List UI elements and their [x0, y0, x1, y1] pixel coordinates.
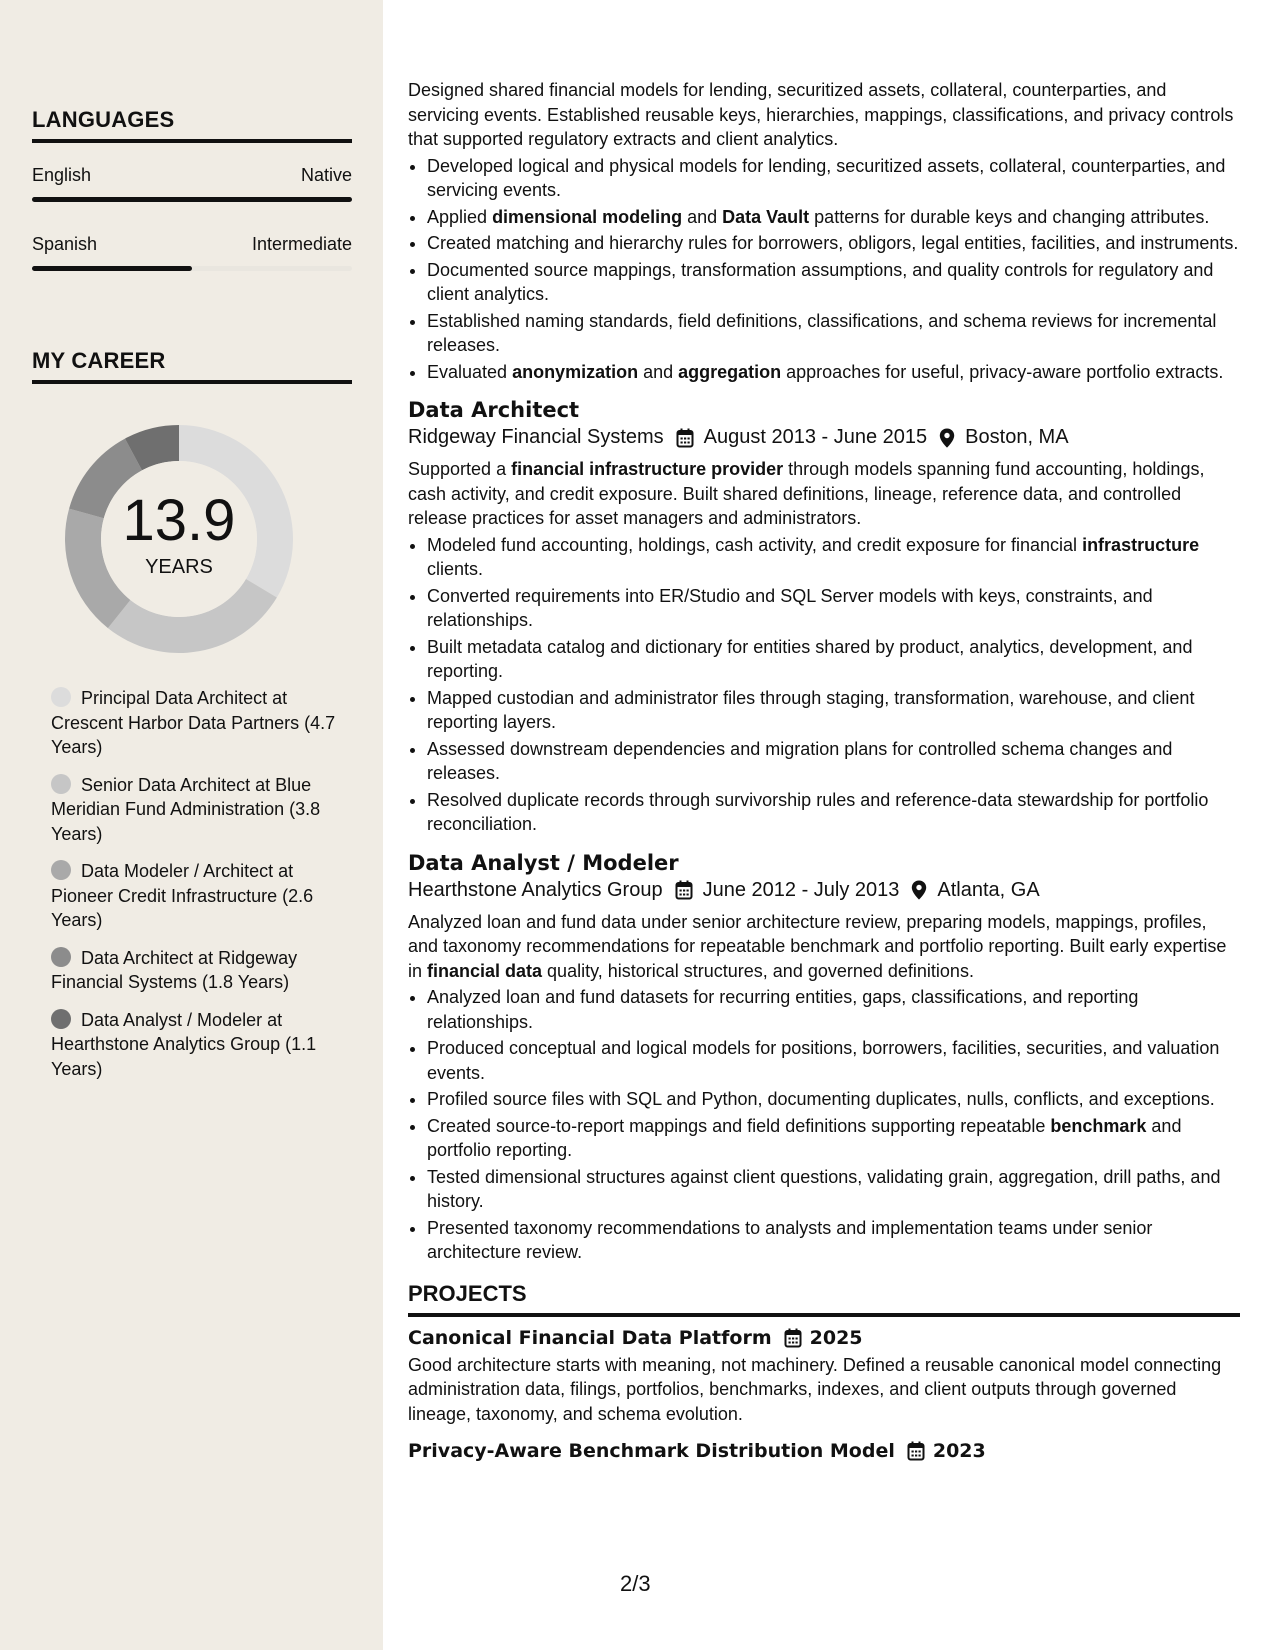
language-name: Spanish [32, 234, 98, 254]
job-entry [408, 851, 1240, 1265]
bullet-item: • Analyzed loan and fund datasets for recurring entities, gaps, classifications, and reporting relationships. [427, 985, 1240, 1034]
bullet-item: • Created source-to-report mappings and field definitions supporting repeatable benchmark and portfolio reporting. [427, 1114, 1240, 1163]
bullet-item: • Modeled fund accounting, holdings, cash activity, and credit exposure for financial infrastructure clients. [427, 533, 1240, 582]
project-year: 2023 [932, 1440, 986, 1462]
language-bar-fill [32, 266, 192, 271]
career-legend-item: Senior Data Architect at Blue Meridian Fund Administration (3.8 Years) [51, 774, 321, 844]
legend-dot [51, 687, 71, 707]
bullet-item: • Applied dimensional modeling and Data Vault patterns for durable keys and changing attributes. [427, 205, 1240, 230]
job-summary: Analyzed loan and fund data under senior architecture review, preparing models, mappings, profiles, and taxonomy recommendations for repeatable benchmark and portfolio reporting. Built early expertise in financial data quality, historical structures, and governed definitions. [408, 911, 1227, 981]
job-meta [408, 426, 1240, 449]
sidebar [0, 0, 383, 1650]
job-bullets [408, 533, 1240, 837]
intro-bullets [408, 154, 1240, 385]
job-dates: August 2013 - June 2015 [703, 426, 928, 448]
bullet-item: • Produced conceptual and logical models for positions, borrowers, facilities, securities, and valuation events. [427, 1036, 1240, 1085]
main-content [408, 78, 1240, 1466]
location-pin-icon [939, 428, 955, 448]
project-entry [408, 1327, 1240, 1427]
job-bullets [408, 985, 1240, 1265]
languages-heading: LANGUAGES [32, 107, 352, 143]
project-name: Privacy-Aware Benchmark Distribution Model [408, 1440, 895, 1462]
job-title: Data Analyst / Modeler [408, 850, 679, 875]
total-years: 13.9 [122, 487, 236, 553]
bullet-item: • Established naming standards, field definitions, classifications, and schema reviews for incremental releases. [427, 309, 1240, 358]
calendar-icon [675, 880, 693, 900]
language-row-spanish [32, 234, 352, 255]
project-entry [408, 1440, 1240, 1462]
legend-dot [51, 774, 71, 794]
project-title [408, 1440, 1240, 1462]
language-row-english [32, 165, 352, 186]
career-legend-item: Data Analyst / Modeler at Hearthstone Analytics Group (1.1 Years) [51, 1009, 317, 1079]
project-description: Good architecture starts with meaning, not machinery. Defined a reusable canonical model connecting administration data, filings, portfolios, benchmarks, indexes, and client outputs through governed lineage, taxonomy, and schema evolution. [408, 1354, 1222, 1424]
projects-heading: PROJECTS [408, 1281, 1240, 1317]
project-year: 2025 [809, 1326, 863, 1349]
career-donut-chart [64, 424, 294, 654]
legend-dot [51, 947, 71, 967]
job-location: Atlanta, GA [937, 878, 1040, 901]
calendar-icon [907, 1441, 925, 1461]
company-name: Hearthstone Analytics Group [408, 878, 663, 901]
language-name: English [32, 165, 92, 185]
project-title [408, 1327, 1240, 1349]
bullet-item: • Tested dimensional structures against client questions, validating grain, aggregation, drill paths, and history. [427, 1165, 1240, 1214]
bullet-item: • Assessed downstream dependencies and migration plans for controlled schema changes and releases. [427, 737, 1240, 786]
bullet-item: • Documented source mappings, transformation assumptions, and quality controls for regulatory and client analytics. [427, 258, 1240, 307]
calendar-icon [784, 1328, 802, 1348]
language-level: Intermediate [251, 234, 352, 254]
page-number: 2/3 [620, 1571, 651, 1596]
language-bar-spanish [32, 266, 352, 271]
job-meta [408, 879, 1240, 902]
career-legend-item: Principal Data Architect at Crescent Harbor Data Partners (4.7 Years) [51, 688, 336, 757]
job-dates: June 2012 - July 2013 [702, 878, 900, 901]
location-pin-icon [911, 880, 927, 900]
job-location: Boston, MA [965, 426, 1069, 448]
bullet-item: • Created matching and hierarchy rules for borrowers, obligors, legal entities, facilities, and instruments. [427, 231, 1240, 256]
calendar-icon [676, 428, 694, 448]
bullet-item: • Profiled source files with SQL and Python, documenting duplicates, nulls, conflicts, and exceptions. [427, 1087, 1240, 1112]
job-title: Data Architect [408, 398, 580, 422]
bullet-item: • Presented taxonomy recommendations to analysts and implementation teams under senior architecture review. [427, 1216, 1240, 1265]
language-bar-english [32, 197, 352, 202]
legend-dot [51, 860, 71, 880]
bullet-item: • Converted requirements into ER/Studio and SQL Server models with keys, constraints, and relationships. [427, 584, 1240, 633]
bullet-item: • Resolved duplicate records through survivorship rules and reference-data stewardship for portfolio reconciliation. [427, 788, 1240, 837]
language-bar-fill [32, 197, 352, 202]
career-heading: MY CAREER [32, 348, 352, 384]
bullet-item: • Mapped custodian and administrator files through staging, transformation, warehouse, and client reporting layers. [427, 686, 1240, 735]
bullet-item: • Built metadata catalog and dictionary for entities shared by product, analytics, development, and reporting. [427, 635, 1240, 684]
bullet-item: • Evaluated anonymization and aggregation approaches for useful, privacy-aware portfolio extracts. [427, 360, 1240, 385]
bullet-item: • Developed logical and physical models for lending, securitized assets, collateral, counterparties, and servicing events. [427, 154, 1240, 203]
career-legend-item: Data Modeler / Architect at Pioneer Credit Infrastructure (2.6 Years) [51, 861, 314, 930]
language-level: Native [300, 165, 352, 185]
legend-dot [51, 1009, 71, 1029]
project-name: Canonical Financial Data Platform [408, 1326, 772, 1349]
years-label: YEARS [145, 555, 213, 578]
career-legend-item: Data Architect at Ridgeway Financial Systems (1.8 Years) [51, 947, 298, 992]
intro-paragraph: Designed shared financial models for lending, securitized assets, collateral, counterparties, and servicing events. Established reusable keys, hierarchies, mappings, classifications, and privacy controls that supported regulatory extracts and client analytics. [408, 80, 1234, 149]
career-legend [51, 686, 336, 1094]
job-summary: Supported a financial infrastructure provider through models spanning fund accounting, holdings, cash activity, and credit exposure. Built shared definitions, lineage, reference data, and controlled release practices for asset managers and administrators. [408, 459, 1205, 528]
job-entry [408, 398, 1240, 837]
company-name: Ridgeway Financial Systems [408, 426, 664, 448]
